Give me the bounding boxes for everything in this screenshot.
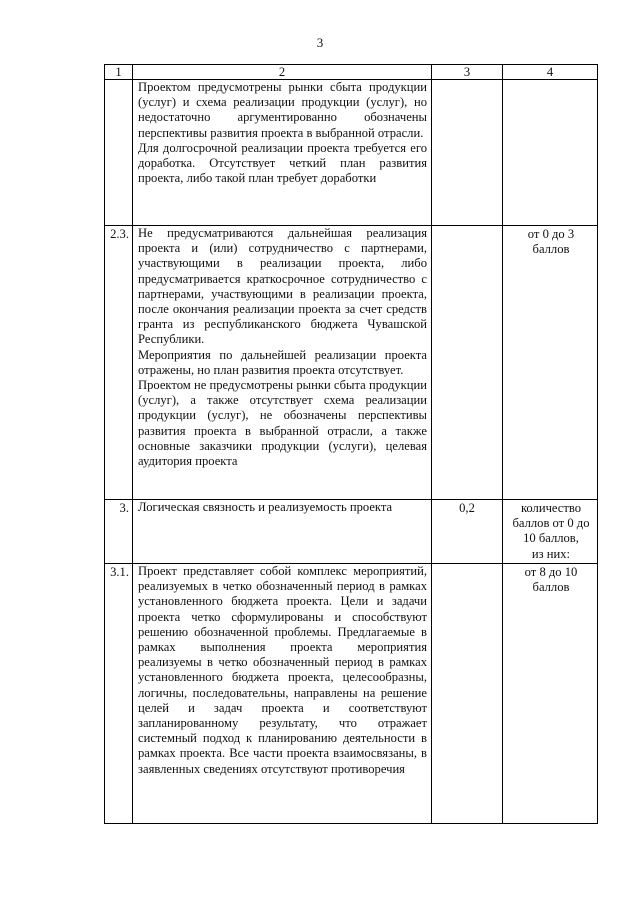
page-number: 3 bbox=[316, 35, 324, 50]
score-text: от 8 до 10 баллов bbox=[524, 565, 578, 595]
criterion-score bbox=[503, 500, 598, 564]
description-paragraph: Логическая связность и реализуемость проекта bbox=[138, 500, 393, 514]
description-paragraph: Проект представляет собой комплекс мероприятий, реализуемых в четко обозначенный период в рамках установленного бюджета проекта. Цели и задачи проекта четко сформулированы и способствуют решению обозначенной проблемы. Предлагаемые в рамках выполнения проекта мероприятия реализуемы в четко обозначенный период в рамках установленного бюджета проекта, целесообразны, логичны, последовательны, направлены на решение целей и задач проекта и соответствуют запланированному результату, что отражает системный подход к планированию деятельности в рамках проекта. Все части проекта взаимосвязаны, в заявленных сведениях отсутствуют противоречия bbox=[138, 564, 427, 776]
criterion-weight bbox=[432, 80, 503, 226]
criterion-score bbox=[503, 80, 598, 226]
description-paragraph: Не предусматриваются дальнейшая реализация проекта и (или) сотрудничество с партнерами, участвующими в реализации проекта, либо предусматривается краткосрочное сотрудничество с партнерами, участвующими в реализации проекта, после окончания реализации проекта за счет средств гранта из республиканского бюджета Чувашской Республики. bbox=[138, 226, 427, 347]
criterion-description bbox=[133, 80, 432, 226]
criterion-weight bbox=[432, 226, 503, 500]
criterion-score bbox=[503, 564, 598, 824]
table-row bbox=[105, 564, 598, 824]
criteria-table bbox=[104, 64, 598, 824]
score-text: количество баллов от 0 до 10 баллов, bbox=[512, 501, 590, 546]
criterion-weight: 0,2 bbox=[432, 500, 503, 564]
score-text: от 0 до 3 баллов bbox=[527, 227, 575, 257]
table-row bbox=[105, 80, 598, 226]
table-header-row bbox=[105, 65, 598, 80]
column-header-3: 3 bbox=[432, 65, 503, 80]
criterion-description bbox=[133, 564, 432, 824]
row-number bbox=[105, 80, 133, 226]
criterion-weight bbox=[432, 564, 503, 824]
table-row bbox=[105, 226, 598, 500]
criterion-score bbox=[503, 226, 598, 500]
criterion-description bbox=[133, 226, 432, 500]
description-paragraph: Мероприятия по дальнейшей реализации проекта отражены, но план развития проекта отсутствует. bbox=[138, 347, 427, 377]
column-header-2: 2 bbox=[133, 65, 432, 80]
description-paragraph: Для долгосрочной реализации проекта требуется его доработка. Отсутствует четкий план развития проекта, либо такой план требует доработки bbox=[138, 140, 427, 186]
column-header-1: 1 bbox=[105, 65, 133, 80]
row-number: 3.1. bbox=[105, 564, 133, 824]
row-number: 2.3. bbox=[105, 226, 133, 500]
description-paragraph: Проектом не предусмотрены рынки сбыта продукции (услуг), а также отсутствует схема реализации продукции (услуг), не обозначены перспективы развития проекта в выбранной отрасли, а также основные заказчики продукции (услуги), целевая аудитория проекта bbox=[138, 378, 427, 469]
criterion-description bbox=[133, 500, 432, 564]
row-number: 3. bbox=[105, 500, 133, 564]
score-text: из них: bbox=[531, 546, 571, 561]
description-paragraph: Проектом предусмотрены рынки сбыта продукции (услуг) и схема реализации продукции (услуг), но недостаточно аргументированно обозначены перспективы развития проекта в выбранной отрасли. bbox=[138, 80, 427, 140]
column-header-4: 4 bbox=[503, 65, 598, 80]
table-row bbox=[105, 500, 598, 564]
